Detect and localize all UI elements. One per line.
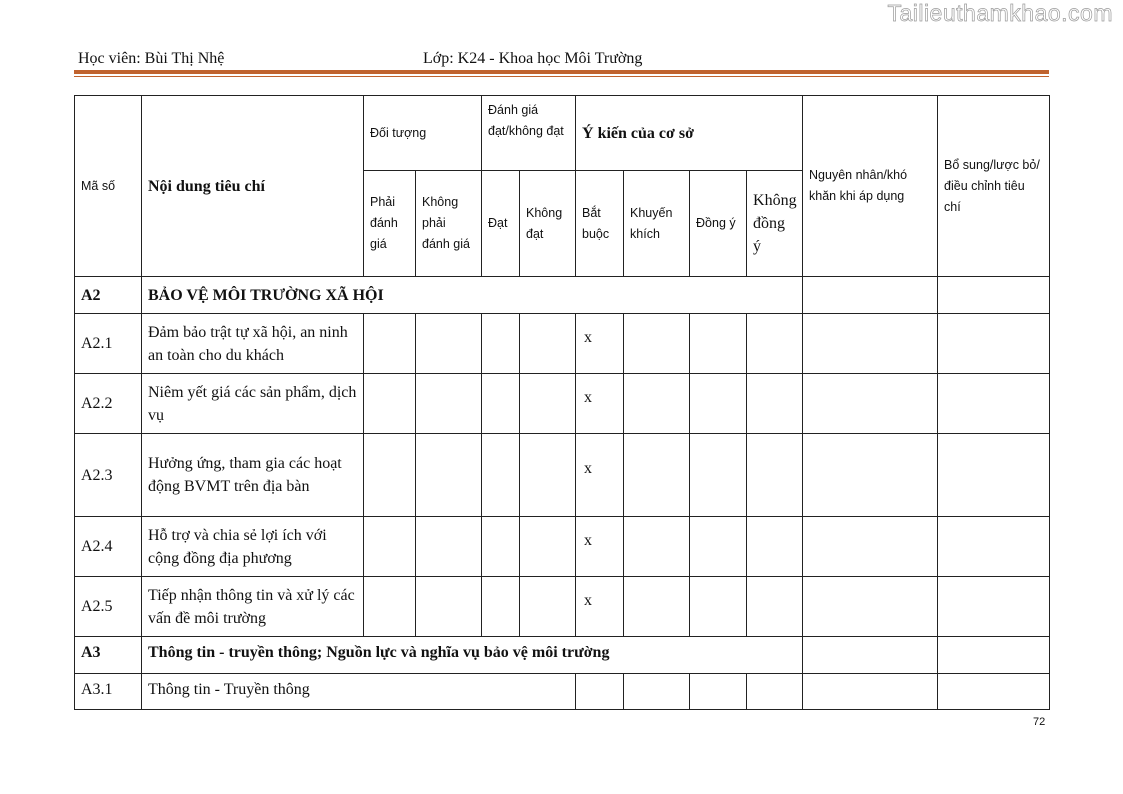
- header-op-mandatory: Bắt buộc: [576, 171, 624, 277]
- table-row: [75, 314, 1050, 374]
- table-row: [75, 517, 1050, 577]
- header-rule-thin: [74, 76, 1049, 77]
- row-code: A2.2: [75, 374, 142, 434]
- watermark: Tailieuthamkhao.com: [887, 0, 1113, 26]
- header-rule: [74, 70, 1049, 74]
- mandatory-mark: x: [576, 434, 624, 517]
- header-op-disagree: Không đồng ý: [747, 171, 803, 277]
- header-subject: Đối tượng: [364, 96, 482, 171]
- header-op-agree: Đồng ý: [690, 171, 747, 277]
- page-number: 72: [1033, 716, 1046, 728]
- section-title: BẢO VỆ MÔI TRƯỜNG XÃ HỘI: [142, 277, 803, 314]
- table-row: [75, 674, 1050, 710]
- row-code: A2.1: [75, 314, 142, 374]
- header-supplement: Bổ sung/lược bỏ/điều chỉnh tiêu chí: [938, 96, 1050, 277]
- header-eval-pass: Đạt: [482, 171, 520, 277]
- row-content: Thông tin - Truyền thông: [142, 674, 576, 710]
- mandatory-mark: x: [576, 314, 624, 374]
- table-row: [75, 434, 1050, 517]
- table-row: [75, 374, 1050, 434]
- header-reason: Nguyên nhân/khó khăn khi áp dụng: [803, 96, 938, 277]
- header-content: Nội dung tiêu chí: [142, 96, 364, 277]
- criteria-table: [74, 95, 1050, 710]
- row-content: Hỗ trợ và chia sẻ lợi ích với cộng đồng địa phương: [142, 517, 364, 577]
- header-op-encouraged: Khuyến khích: [624, 171, 690, 277]
- header-code: Mã số: [75, 96, 142, 277]
- row-code: A2.4: [75, 517, 142, 577]
- row-content: Hưởng ứng, tham gia các hoạt động BVMT trên địa bàn: [142, 434, 364, 517]
- row-content: Tiếp nhận thông tin và xử lý các vấn đề môi trường: [142, 577, 364, 637]
- mandatory-mark: x: [576, 577, 624, 637]
- row-code: A3.1: [75, 674, 142, 710]
- mandatory-mark: x: [576, 517, 624, 577]
- mandatory-mark: x: [576, 374, 624, 434]
- class-name: Lớp: K24 - Khoa học Môi Trường: [423, 50, 643, 67]
- row-code: A2.5: [75, 577, 142, 637]
- header-evaluation: Đánh giá đạt/không đạt: [482, 96, 576, 171]
- section-title: Thông tin - truyền thông; Nguồn lực và nghĩa vụ bảo vệ môi trường: [142, 637, 803, 674]
- header-opinion: Ý kiến của cơ sở: [576, 96, 803, 171]
- row-content: Niêm yết giá các sản phẩm, dịch vụ: [142, 374, 364, 434]
- header-subject-must: Phải đánh giá: [364, 171, 416, 277]
- section-code: A2: [75, 277, 142, 314]
- student-name: Học viên: Bùi Thị Nhệ: [78, 50, 225, 67]
- section-code: A3: [75, 637, 142, 674]
- header-eval-fail: Không đạt: [520, 171, 576, 277]
- table-row: [75, 577, 1050, 637]
- row-code: A2.3: [75, 434, 142, 517]
- row-content: Đảm bảo trật tự xã hội, an ninh an toàn cho du khách: [142, 314, 364, 374]
- header-subject-not: Không phải đánh giá: [416, 171, 482, 277]
